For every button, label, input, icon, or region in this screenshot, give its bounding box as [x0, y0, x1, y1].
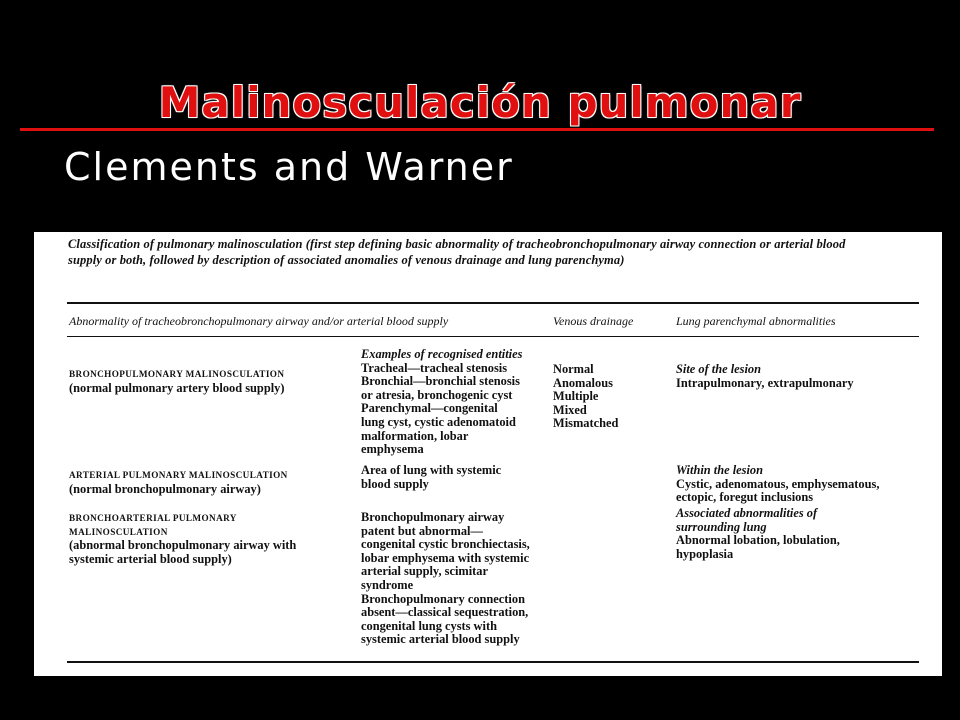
row1-venous — [553, 363, 618, 431]
row2-name: ARTERIAL PULMONARY MALINOSCULATION — [69, 470, 288, 480]
table-bottom-rule — [67, 661, 919, 663]
header-parenchymal: Lung parenchymal abnormalities — [676, 314, 836, 328]
list-item: Bronchial—bronchial stenosis — [361, 374, 520, 389]
list-item: Mismatched — [553, 416, 619, 431]
row2-abnormality — [69, 469, 288, 496]
row3-desc-line: systemic arterial blood supply) — [69, 551, 232, 566]
list-item: blood supply — [361, 476, 429, 491]
list-item: Mixed — [553, 402, 587, 417]
list-item: Intrapulmonary, extrapulmonary — [676, 375, 854, 390]
row1-examples — [361, 348, 522, 457]
row2-parenchyma — [676, 464, 879, 505]
title-underline — [20, 128, 934, 131]
list-item: or atresia, bronchogenic cyst — [361, 387, 513, 402]
row3-parenchyma-heading-line: Associated abnormalities of — [676, 506, 818, 520]
table-top-rule — [67, 302, 919, 304]
list-item: patent but abnormal— — [361, 523, 483, 538]
row1-parenchyma-heading: Site of the lesion — [676, 362, 762, 376]
list-item: Bronchopulmonary connection — [361, 591, 525, 606]
list-item: absent—classical sequestration, — [361, 605, 529, 620]
list-item: Parenchymal—congenital — [361, 401, 498, 416]
row2-parenchyma-heading: Within the lesion — [676, 463, 763, 477]
row2-examples — [361, 464, 501, 491]
list-item: emphysema — [361, 442, 424, 457]
list-item: Area of lung with systemic — [361, 463, 502, 477]
row2-desc: (normal bronchopulmonary airway) — [69, 481, 261, 496]
row3-parenchyma-heading-line: surrounding lung — [676, 519, 767, 534]
slide-title: Malinosculación pulmonar — [158, 78, 802, 127]
list-item: Multiple — [553, 389, 599, 404]
list-item: Tracheal—tracheal stenosis — [361, 360, 508, 375]
row1-parenchyma — [676, 363, 854, 390]
row1-name: BRONCHOPULMONARY MALINOSCULATION — [69, 369, 285, 379]
row1-desc: (normal pulmonary artery blood supply) — [69, 380, 285, 395]
list-item: hypoplasia — [676, 546, 734, 561]
list-item: ectopic, foregut inclusions — [676, 490, 814, 505]
table-caption: Classification of pulmonary malinosculation (first step defining basic abnormality of tracheobronchopulmonary airway connection or arterial blood supply or both, followed by description of associated anomalies of venous drainage and lung parenchyma) — [68, 237, 846, 267]
row3-examples — [361, 511, 530, 647]
row3-name-line: BRONCHOARTERIAL PULMONARY — [69, 513, 237, 523]
row3-parenchyma — [676, 507, 840, 561]
table-header-rule — [67, 336, 919, 337]
row1-examples-heading: Examples of recognised entities — [361, 347, 523, 361]
list-item: lung cyst, cystic adenomatoid — [361, 414, 516, 429]
list-item: Anomalous — [553, 375, 613, 390]
row3-desc-line: (abnormal bronchopulmonary airway with — [69, 538, 297, 553]
list-item: syndrome — [361, 577, 414, 592]
list-item: Cystic, adenomatous, emphysematous, — [676, 476, 880, 491]
list-item: lobar emphysema with systemic — [361, 550, 530, 565]
list-item: Bronchopulmonary airway — [361, 510, 505, 524]
list-item: Normal — [553, 362, 594, 376]
list-item: arterial supply, scimitar — [361, 564, 488, 579]
list-item: Abnormal lobation, lobulation, — [676, 533, 840, 548]
list-item: congenital cystic bronchiectasis, — [361, 537, 530, 552]
header-venous-drainage: Venous drainage — [553, 314, 634, 328]
header-abnormality: Abnormality of tracheobronchopulmonary airway and/or arterial blood supply — [69, 314, 449, 328]
slide-subtitle: Clements and Warner — [64, 145, 514, 189]
list-item: systemic arterial blood supply — [361, 632, 520, 647]
row3-abnormality — [69, 512, 296, 566]
list-item: malformation, lobar — [361, 428, 469, 443]
scanned-table — [34, 232, 942, 676]
list-item: congenital lung cysts with — [361, 618, 497, 633]
row3-name-line: MALINOSCULATION — [69, 526, 168, 537]
row1-abnormality — [69, 368, 284, 395]
